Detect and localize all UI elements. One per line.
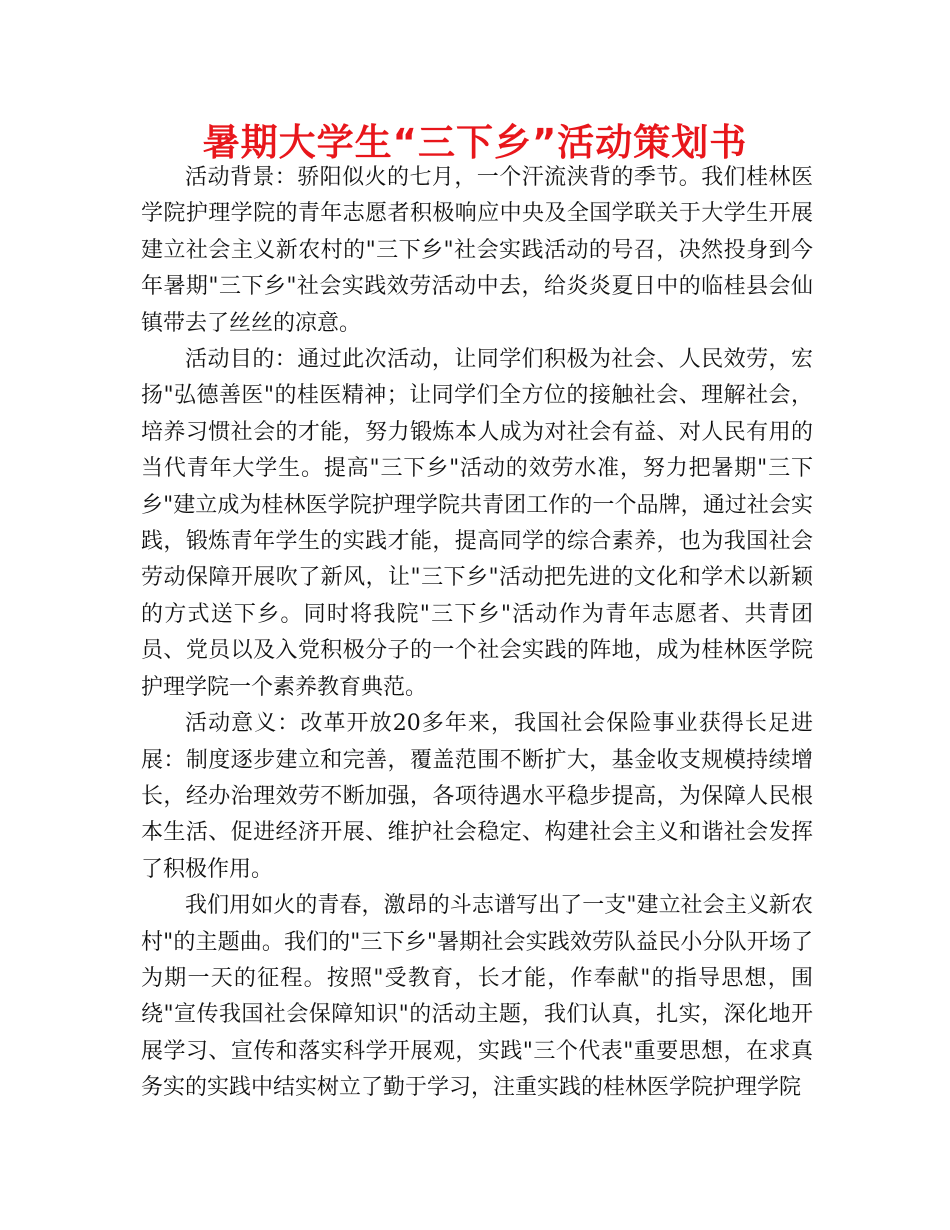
paragraph-background: 活动背景：骄阳似火的七月，一个汗流浃背的季节。我们桂林医学院护理学院的青年志愿者积极响应中央及全国学联关于大学生开展建立社会主义新农村的"三下乡"社会实践活动的号召，决然投身到今年暑期"三下乡"社会实践效劳活动中去，给炎炎夏日中的临桂县会仙镇带去了丝丝的凉意。 xyxy=(141,165,813,336)
paragraph-significance: 活动意义：改革开放20多年来，我国社会保险事业获得长足进展：制度逐步建立和完善，覆盖范围不断扩大，基金收支规模持续增长，经办治理效劳不断加强，各项待遇水平稳步提高，为保障人民根本生活、促进经济开展、维护社会稳定、构建社会主义和谐社会发挥了积极作用。 xyxy=(141,711,813,882)
document-title: 暑期大学生“三下乡”活动策划书 xyxy=(202,121,748,164)
paragraph-narrative: 我们用如火的青春，激昂的斗志谱写出了一支"建立社会主义新农村"的主题曲。我们的"三下乡"暑期社会实践效劳队益民小分队开场了为期一天的征程。按照"受教育，长才能，作奉献"的指导思想，围绕"宣传我国社会保障知识"的活动主题，我们认真，扎实，深化地开展学习、宣传和落实科学开展观，实践"三个代表"重要思想，在求真务实的实践中结实树立了勤于学习，注重实践的桂林医学院护理学院 xyxy=(141,893,813,1101)
document-body xyxy=(141,160,813,1107)
paragraph-purpose: 活动目的：通过此次活动，让同学们积极为社会、人民效劳，宏扬"弘德善医"的桂医精神；让同学们全方位的接触社会、理解社会，培养习惯社会的才能，努力锻炼本人成为对社会有益、对人民有用的当代青年大学生。提高"三下乡"活动的效劳水准，努力把暑期"三下乡"建立成为桂林医学院护理学院共青团工作的一个品牌，通过社会实践，锻炼青年学生的实践才能，提高同学的综合素养，也为我国社会劳动保障开展吹了新风，让"三下乡"活动把先进的文化和学术以新颖的方式送下乡。同时将我院"三下乡"活动作为青年志愿者、共青团员、党员以及入党积极分子的一个社会实践的阵地，成为桂林医学院护理学院一个素养教育典范。 xyxy=(141,347,813,700)
